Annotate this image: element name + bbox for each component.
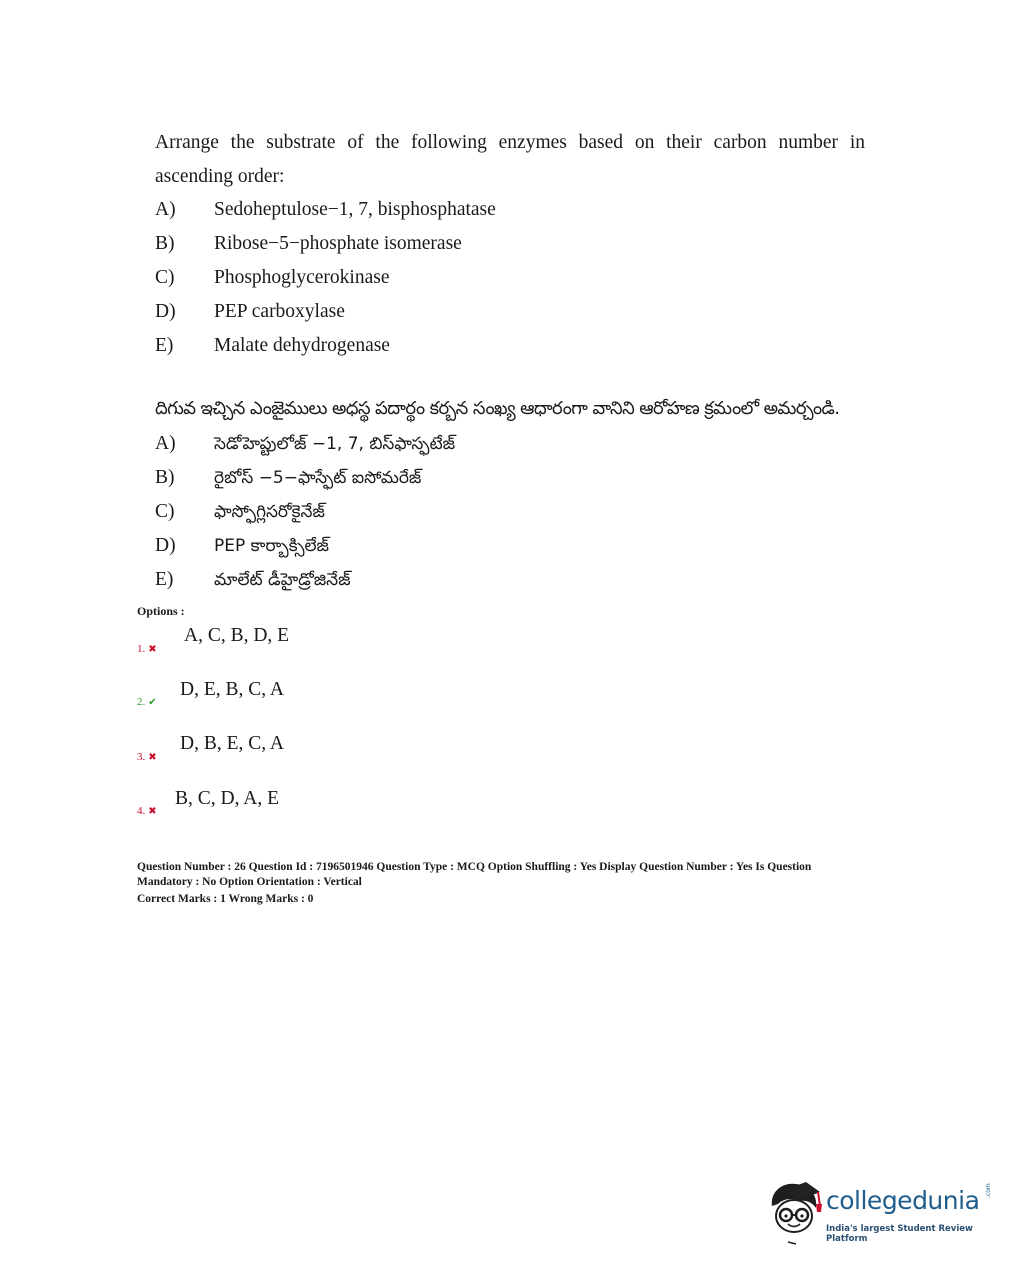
option-1[interactable] xyxy=(137,622,537,672)
option-number xyxy=(137,751,157,763)
check-icon: ✔ xyxy=(148,697,157,708)
options-label: Options : xyxy=(137,604,185,618)
item-text: రైబోస్ −5−ఫాస్ఫేట్ ఐసోమరేజ్ xyxy=(214,468,422,488)
question-text-en-line1: Arrange the substrate of the following enzymes based on their carbon number in xyxy=(155,132,865,153)
meta-line-3: Correct Marks : 1 Wrong Marks : 0 xyxy=(137,893,314,905)
item-letter: B) xyxy=(155,233,175,254)
option-value: A, C, B, D, E xyxy=(184,625,290,646)
item-text: మాలేట్ డీహైడ్రోజినేజ్ xyxy=(214,570,351,590)
wrong-icon: ✖ xyxy=(148,752,157,763)
option-number-text: 3. xyxy=(137,751,146,763)
item-letter: D) xyxy=(155,535,176,556)
item-text: PEP కార్బాక్సిలేజ్ xyxy=(214,536,329,556)
option-value: D, B, E, C, A xyxy=(180,733,285,754)
item-letter: A) xyxy=(155,199,176,220)
item-text: Ribose−5−phosphate isomerase xyxy=(214,233,462,254)
collegedunia-logo xyxy=(766,1176,996,1256)
option-number xyxy=(137,696,157,708)
item-text: Malate dehydrogenase xyxy=(214,335,390,356)
option-3[interactable] xyxy=(137,731,537,781)
item-letter: E) xyxy=(155,335,174,356)
item-letter: A) xyxy=(155,433,176,454)
option-2[interactable] xyxy=(137,676,537,726)
option-value: D, E, B, C, A xyxy=(180,679,285,700)
item-text: Sedoheptulose−1, 7, bisphosphatase xyxy=(214,199,496,220)
option-number-text: 1. xyxy=(137,643,146,655)
brand-tagline: India's largest Student Review Platform xyxy=(826,1224,973,1244)
item-letter: E) xyxy=(155,569,174,590)
option-number-text: 4. xyxy=(137,805,146,817)
wrong-icon: ✖ xyxy=(148,644,157,655)
option-number xyxy=(137,805,157,817)
option-number-text: 2. xyxy=(137,696,146,708)
item-letter: B) xyxy=(155,467,175,488)
option-number xyxy=(137,643,157,655)
item-text: ఫాస్ఫోగ్లిసరోకైనేజ్ xyxy=(214,502,325,522)
question-meta xyxy=(137,860,897,907)
option-4[interactable] xyxy=(137,786,537,836)
brand-domain: .com xyxy=(985,1183,992,1198)
option-value: B, C, D, A, E xyxy=(175,788,280,809)
meta-line-1: Question Number : 26 Question Id : 7196501946 Question Type : MCQ Option Shuffling : Yes Display Question Number : Yes Is Question xyxy=(137,861,812,873)
item-letter: D) xyxy=(155,301,176,322)
brand-name: collegedunia xyxy=(826,1186,980,1215)
question-text-en-line2: ascending order: xyxy=(155,166,285,187)
question-text-te: దిగువ ఇచ్చిన ఎంజైములు అధస్థ పదార్థం కర్బన సంఖ్య ఆధారంగా వానిని ఆరోహణ క్రమంలో అమర్చండి. xyxy=(155,398,840,419)
meta-line-2: Mandatory : No Option Orientation : Vertical xyxy=(137,876,362,888)
item-letter: C) xyxy=(155,501,175,522)
item-text: సెడోహెప్టులోజ్ −1, 7, బిస్‌ఫాస్ఫటేజ్ xyxy=(214,434,456,454)
mascot-icon xyxy=(766,1176,824,1248)
item-text: Phosphoglycerokinase xyxy=(214,267,390,288)
item-letter: C) xyxy=(155,267,175,288)
wrong-icon: ✖ xyxy=(148,806,157,817)
item-text: PEP carboxylase xyxy=(214,301,345,322)
